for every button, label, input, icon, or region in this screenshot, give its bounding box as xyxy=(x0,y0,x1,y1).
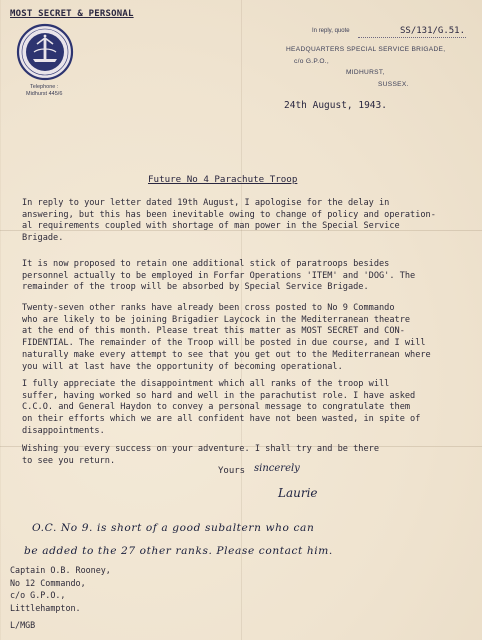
address-line: HEADQUARTERS SPECIAL SERVICE BRIGADE, xyxy=(286,46,446,53)
body-paragraph: Wishing you every success on your adventure. I shall try and be there to see you return. xyxy=(22,444,379,466)
body-paragraph: It is now proposed to retain one additional stick of paratroops besides personnel actually to be employed in Forfar Operations 'ITEM' and 'DOG'. The remainder of the troop will be absorbed by Special Service Brigade. xyxy=(22,259,416,293)
brigade-crest-logo xyxy=(12,22,78,82)
signature: Laurie xyxy=(278,486,318,500)
body-paragraph: Twenty-seven other ranks have already been cross posted to No 9 Commando who are likely to be joining Brigadier Laycock in the Mediterranean theatre at the end of this month. Please treat this matter as MOST SECRET and CON- FIDENTIAL. The remainder of the Troop will be posted in due course, and I will naturally make every attempt to see that you get out to the Mediterranean where you will at last have the opportunity of becoming operational. xyxy=(22,303,431,372)
classification-marking: MOST SECRET & PERSONAL xyxy=(10,9,134,19)
closing-sincerely-handwritten: sincerely xyxy=(254,463,300,474)
reply-reference: SS/131/G.51. xyxy=(400,26,466,36)
reply-quote-label: In reply, quote xyxy=(312,28,350,34)
telephone-block xyxy=(26,84,62,98)
recipient-line: c/o G.P.O., xyxy=(10,590,66,601)
recipient-address xyxy=(10,564,111,614)
reference-initials: L/MGB xyxy=(10,620,36,630)
body-paragraph: In reply to your letter dated 19th August, I apologise for the delay in answering, but this has been inevitable owing to change of policy and operation- al requirements coupled with shortage of man power in the Special Service Brigade. xyxy=(22,198,436,244)
recipient-line: Littlehampton. xyxy=(10,602,81,613)
body-paragraph: I fully appreciate the disappointment which all ranks of the troop will suffer, having worked so hard and well in the parachutist role. I have asked C.C.O. and General Haydon to convey a personal message to congratulate them on their efforts which we are all confident have not been wasted, in spite of disappointments. xyxy=(22,379,421,436)
address-line: SUSSEX. xyxy=(378,80,409,88)
handwritten-note-line: be added to the 27 other ranks. Please contact him. xyxy=(24,545,333,557)
address-line: MIDHURST, xyxy=(346,69,385,76)
recipient-line: Captain O.B. Rooney, xyxy=(10,565,111,575)
sender-address xyxy=(286,44,445,90)
recipient-line: No 12 Commando, xyxy=(10,577,86,588)
letter-date: 24th August, 1943. xyxy=(284,100,387,111)
telephone-label: Telephone : xyxy=(29,84,59,90)
address-line: c/o G.P.O., xyxy=(294,57,330,65)
handwritten-note-line: O.C. No 9. is short of a good subaltern who can xyxy=(32,522,315,534)
telephone-number: Midhurst 445/6 xyxy=(26,91,63,97)
letter-subject: Future No 4 Parachute Troop xyxy=(148,174,298,185)
reply-dotted-line xyxy=(358,37,466,38)
closing-yours: Yours xyxy=(218,466,246,476)
